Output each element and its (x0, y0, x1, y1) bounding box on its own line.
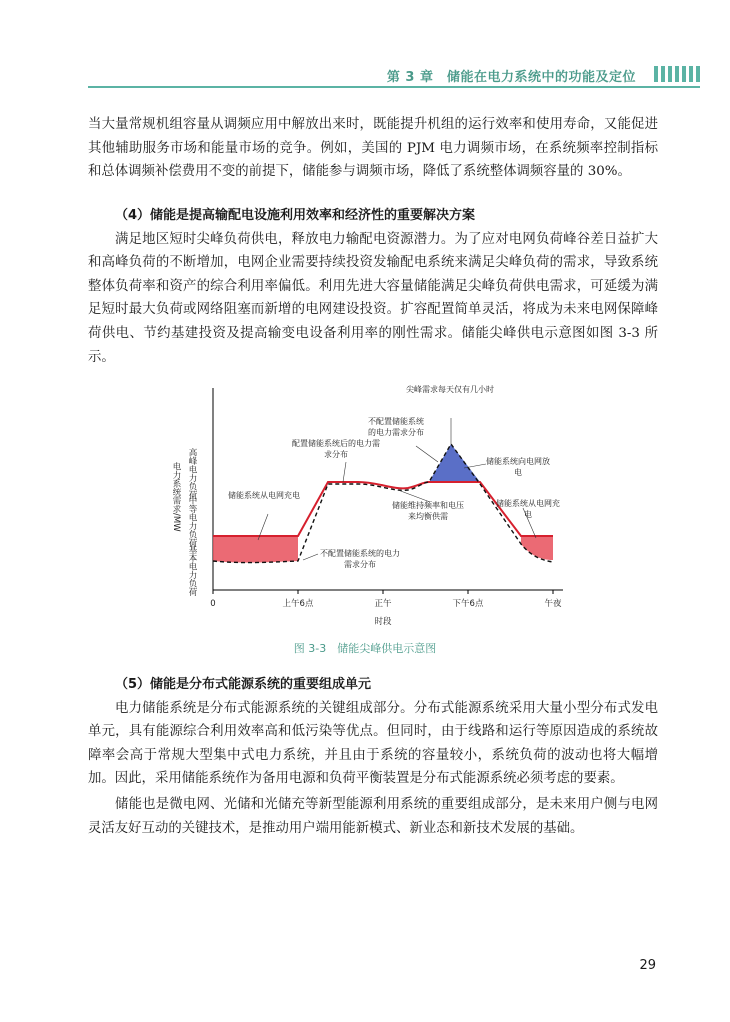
x-tick-midnight: 午夜 (544, 599, 562, 609)
y-band-peak: 高峰电力负荷 (187, 448, 197, 499)
paragraph-continued (88, 113, 658, 184)
annotation-charge-left: 储能系统从电网充电 (228, 491, 300, 500)
x-tick-noon: 正午 (374, 599, 392, 609)
discharge-area-peak (429, 444, 480, 482)
annotation-discharge: 储能系统向电网放电 (486, 457, 550, 477)
section-heading-4: （4）储能是提高输配电设施利用效率和经济性的重要解决方案 (115, 208, 476, 223)
x-ticks (213, 590, 553, 594)
running-header (88, 64, 700, 88)
annotation-peak-demand: 尖峰需求每天仅有几小时 (406, 385, 494, 394)
x-tick-6pm: 下午6点 (452, 599, 484, 609)
y-band-base: 基本电力负荷 (187, 545, 197, 596)
x-tick-6am: 上午6点 (282, 599, 314, 609)
peak-supply-chart (168, 378, 588, 633)
paragraph-text: 满足地区短时尖峰负荷供电，释放电力输配电资源潜力。为了应对电网负荷峰谷差日益扩大和高峰负荷的不断增加，电网企业需要持续投资发输配电系统来满足尖峰负荷的需求，导致系统整体负荷率和资产的综合利用率偏低。利用先进大容量储能满足尖峰负荷供电需求，可延缓为满足短时最大负荷或网络阻塞而新增的电网建设投资。扩容配置简单灵活，将成为未来电网保障峰荷供电、节约基建投资及提高输变电设备利用率的刚性需求。储能尖峰供电示意图如图 3-3 所示。 (88, 231, 658, 365)
charge-area-left (213, 536, 298, 563)
header-rule (88, 86, 700, 88)
paragraph-text: 电力储能系统是分布式能源系统的关键组成部分。分布式能源系统采用大量小型分布式发电单元，具有能源综合利用效率高和低污染等优点。但同时，由于线路和运行等原因造成的系统故障率会高于常规大型集中式电力系统，并且由于系统的容量较小，系统负荷的波动也将大幅增加。因此，采用储能系统作为备用电源和负荷平衡装置是分布式能源系统必须考虑的要素。 (88, 700, 658, 787)
page-number: 29 (639, 958, 656, 973)
paragraph-text: 当大量常规机组容量从调频应用中解放出来时，既能提升机组的运行效率和使用寿命，又能促进其他辅助服务市场和能量市场的竞争。例如，美国的 PJM 电力调频市场，在系统频率控制指标和总体调频补偿费用不变的前提下，储能参与调频市场，降低了系统整体调频容量的 30%。 (88, 117, 658, 180)
annotation-charge-right: 储能系统从电网充电 (496, 499, 560, 519)
y-axis-label: 电力系统需求/MW (171, 462, 181, 532)
chapter-title (387, 66, 636, 85)
x-tick-labels (210, 598, 562, 627)
paragraph-text: 储能也是微电网、光储和光储充等新型能源利用系统的重要组成部分，是未来用户侧与电网灵活友好互动的关键技术，是推动用户端用能新模式、新业态和新技术发展的基础。 (88, 796, 658, 836)
annotation-balance: 储能维持频率和电压来均衡供需 (392, 501, 464, 521)
x-tick-0: 0 (210, 599, 216, 609)
header-decoration (654, 66, 700, 82)
section-heading-5: （5）储能是分布式能源系统的重要组成单元 (115, 677, 372, 692)
y-band-labels (171, 447, 197, 596)
annotation-without-storage-bottom: 不配置储能系统的电力需求分布 (320, 549, 400, 569)
annotation-without-storage-top: 不配置储能系统的电力需求分布 (368, 417, 424, 437)
chapter-name: 储能在电力系统中的功能及定位 (446, 70, 636, 85)
section-5 (88, 673, 658, 840)
x-axis-label: 时段 (374, 617, 392, 627)
section-4 (88, 204, 658, 369)
figure-caption: 图 3-3 储能尖峰供电示意图 (293, 642, 437, 655)
annotation-with-storage: 配置储能系统后的电力需求分布 (292, 439, 380, 459)
y-band-mid: 中等电力负荷 (187, 496, 197, 547)
figure-3-3 (168, 378, 588, 633)
chapter-number: 第 3 章 (386, 70, 434, 85)
